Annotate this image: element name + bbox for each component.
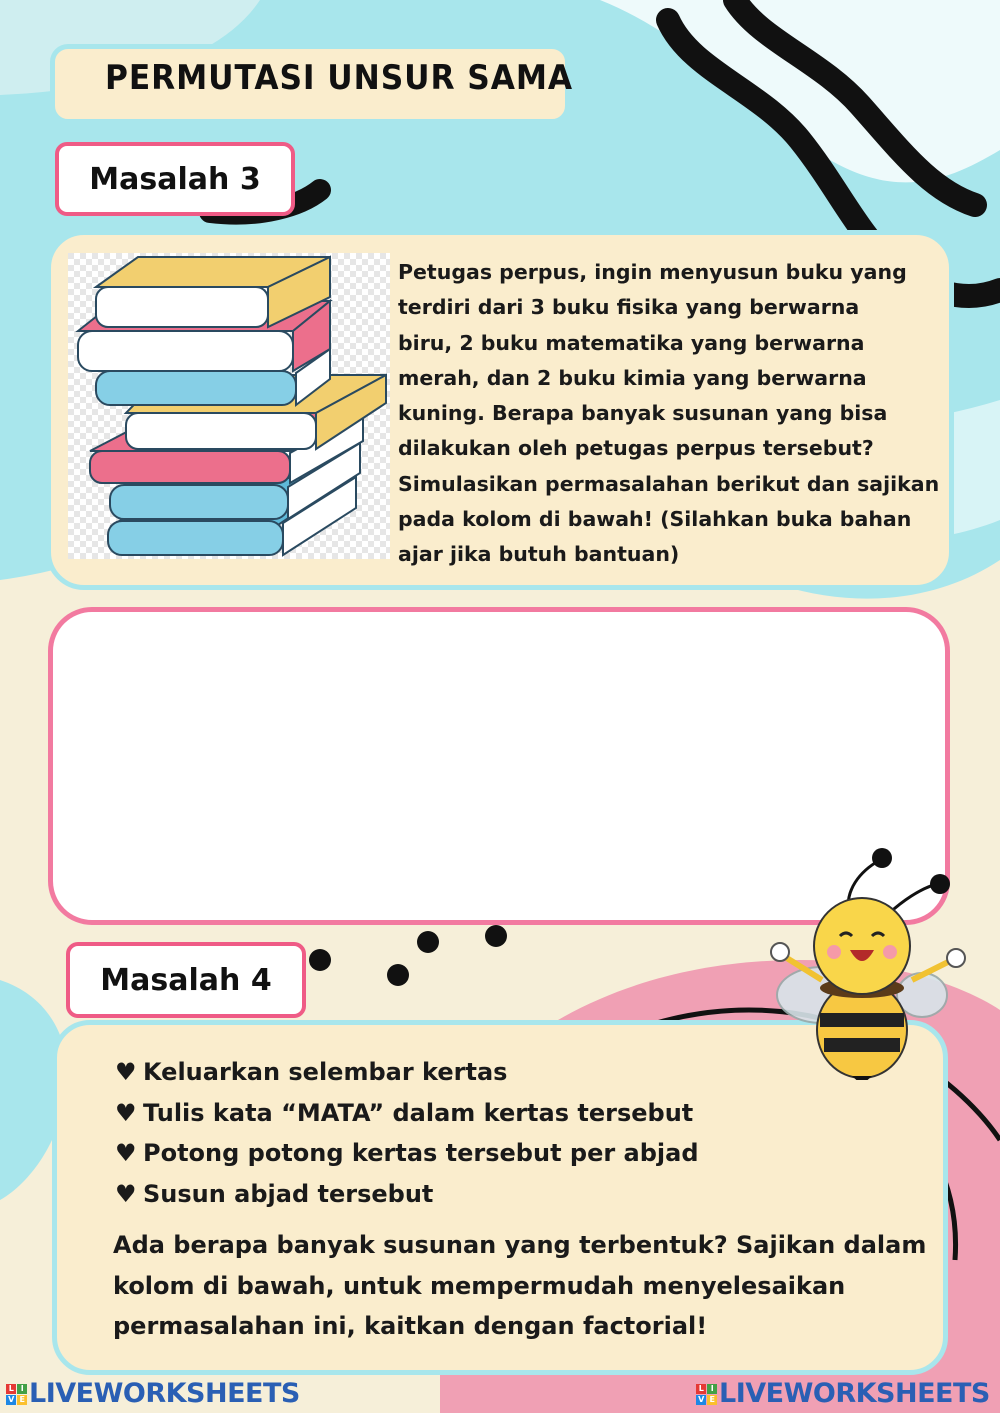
liveworksheets-logo-icon: L I V E <box>696 1384 717 1405</box>
list-item: ♥ Susun abjad tersebut <box>115 1174 699 1215</box>
problem-3-line: dilakukan oleh petugas perpus tersebut? <box>398 436 874 461</box>
liveworksheets-logo-icon: L I V E <box>6 1384 27 1405</box>
list-item: ♥ Tulis kata “MATA” dalam kertas tersebut <box>115 1093 699 1134</box>
watermark-right <box>696 1378 990 1409</box>
problem-3-line: Simulasikan permasalahan berikut dan sajikan <box>398 471 940 496</box>
watermark-text: LIVEWORKSHEETS <box>719 1378 990 1409</box>
problem-3-label: Masalah 3 <box>89 161 261 197</box>
problem-3-line: Petugas perpus, ingin menyusun buku yang <box>398 260 907 284</box>
problem-3-label-box <box>55 142 295 216</box>
problem-3-line: kuning. Berapa banyak susunan yang bisa <box>398 401 888 426</box>
watermark-text: LIVEWORKSHEETS <box>29 1378 300 1409</box>
problem-4-label: Masalah 4 <box>100 962 272 998</box>
list-item: ♥ Potong potong kertas tersebut per abjad <box>115 1133 699 1174</box>
problem-3-text <box>398 255 940 573</box>
heart-bullet-icon: ♥ <box>115 1098 137 1127</box>
list-item: ♥ Keluarkan selembar kertas <box>115 1052 699 1093</box>
problem-3-line: terdiri dari 3 buku fisika yang berwarna <box>398 295 860 320</box>
problem-3-line: ajar jika butuh bantuan) <box>398 542 680 567</box>
heart-bullet-icon: ♥ <box>115 1139 137 1167</box>
watermark-left <box>6 1378 300 1409</box>
problem-3-line: pada kolom di bawah! (Silahkan buka bahan <box>398 507 912 532</box>
page-title: PERMUTASI UNSUR SAMA <box>105 58 574 98</box>
problem-4-label-box <box>66 942 306 1018</box>
problem-3-line: biru, 2 buku matematika yang berwarna <box>398 330 865 355</box>
book-stack-illustration <box>68 253 390 559</box>
problem-4-question-line: Ada berapa banyak susunan yang terbentuk? Sajikan dalam <box>113 1231 927 1259</box>
heart-bullet-icon: ♥ <box>115 1058 137 1086</box>
problem-4-question-line: permasalahan ini, kaitkan dengan factorial! <box>113 1312 708 1340</box>
problem-3-line: merah, dan 2 buku kimia yang berwarna <box>398 365 867 390</box>
heart-bullet-icon: ♥ <box>115 1179 137 1208</box>
problem-4-steps <box>115 1052 699 1214</box>
bee-mascot <box>762 840 974 1080</box>
problem-4-question-line: kolom di bawah, untuk mempermudah menyelesaikan <box>113 1271 846 1300</box>
problem-4-question <box>113 1225 926 1347</box>
